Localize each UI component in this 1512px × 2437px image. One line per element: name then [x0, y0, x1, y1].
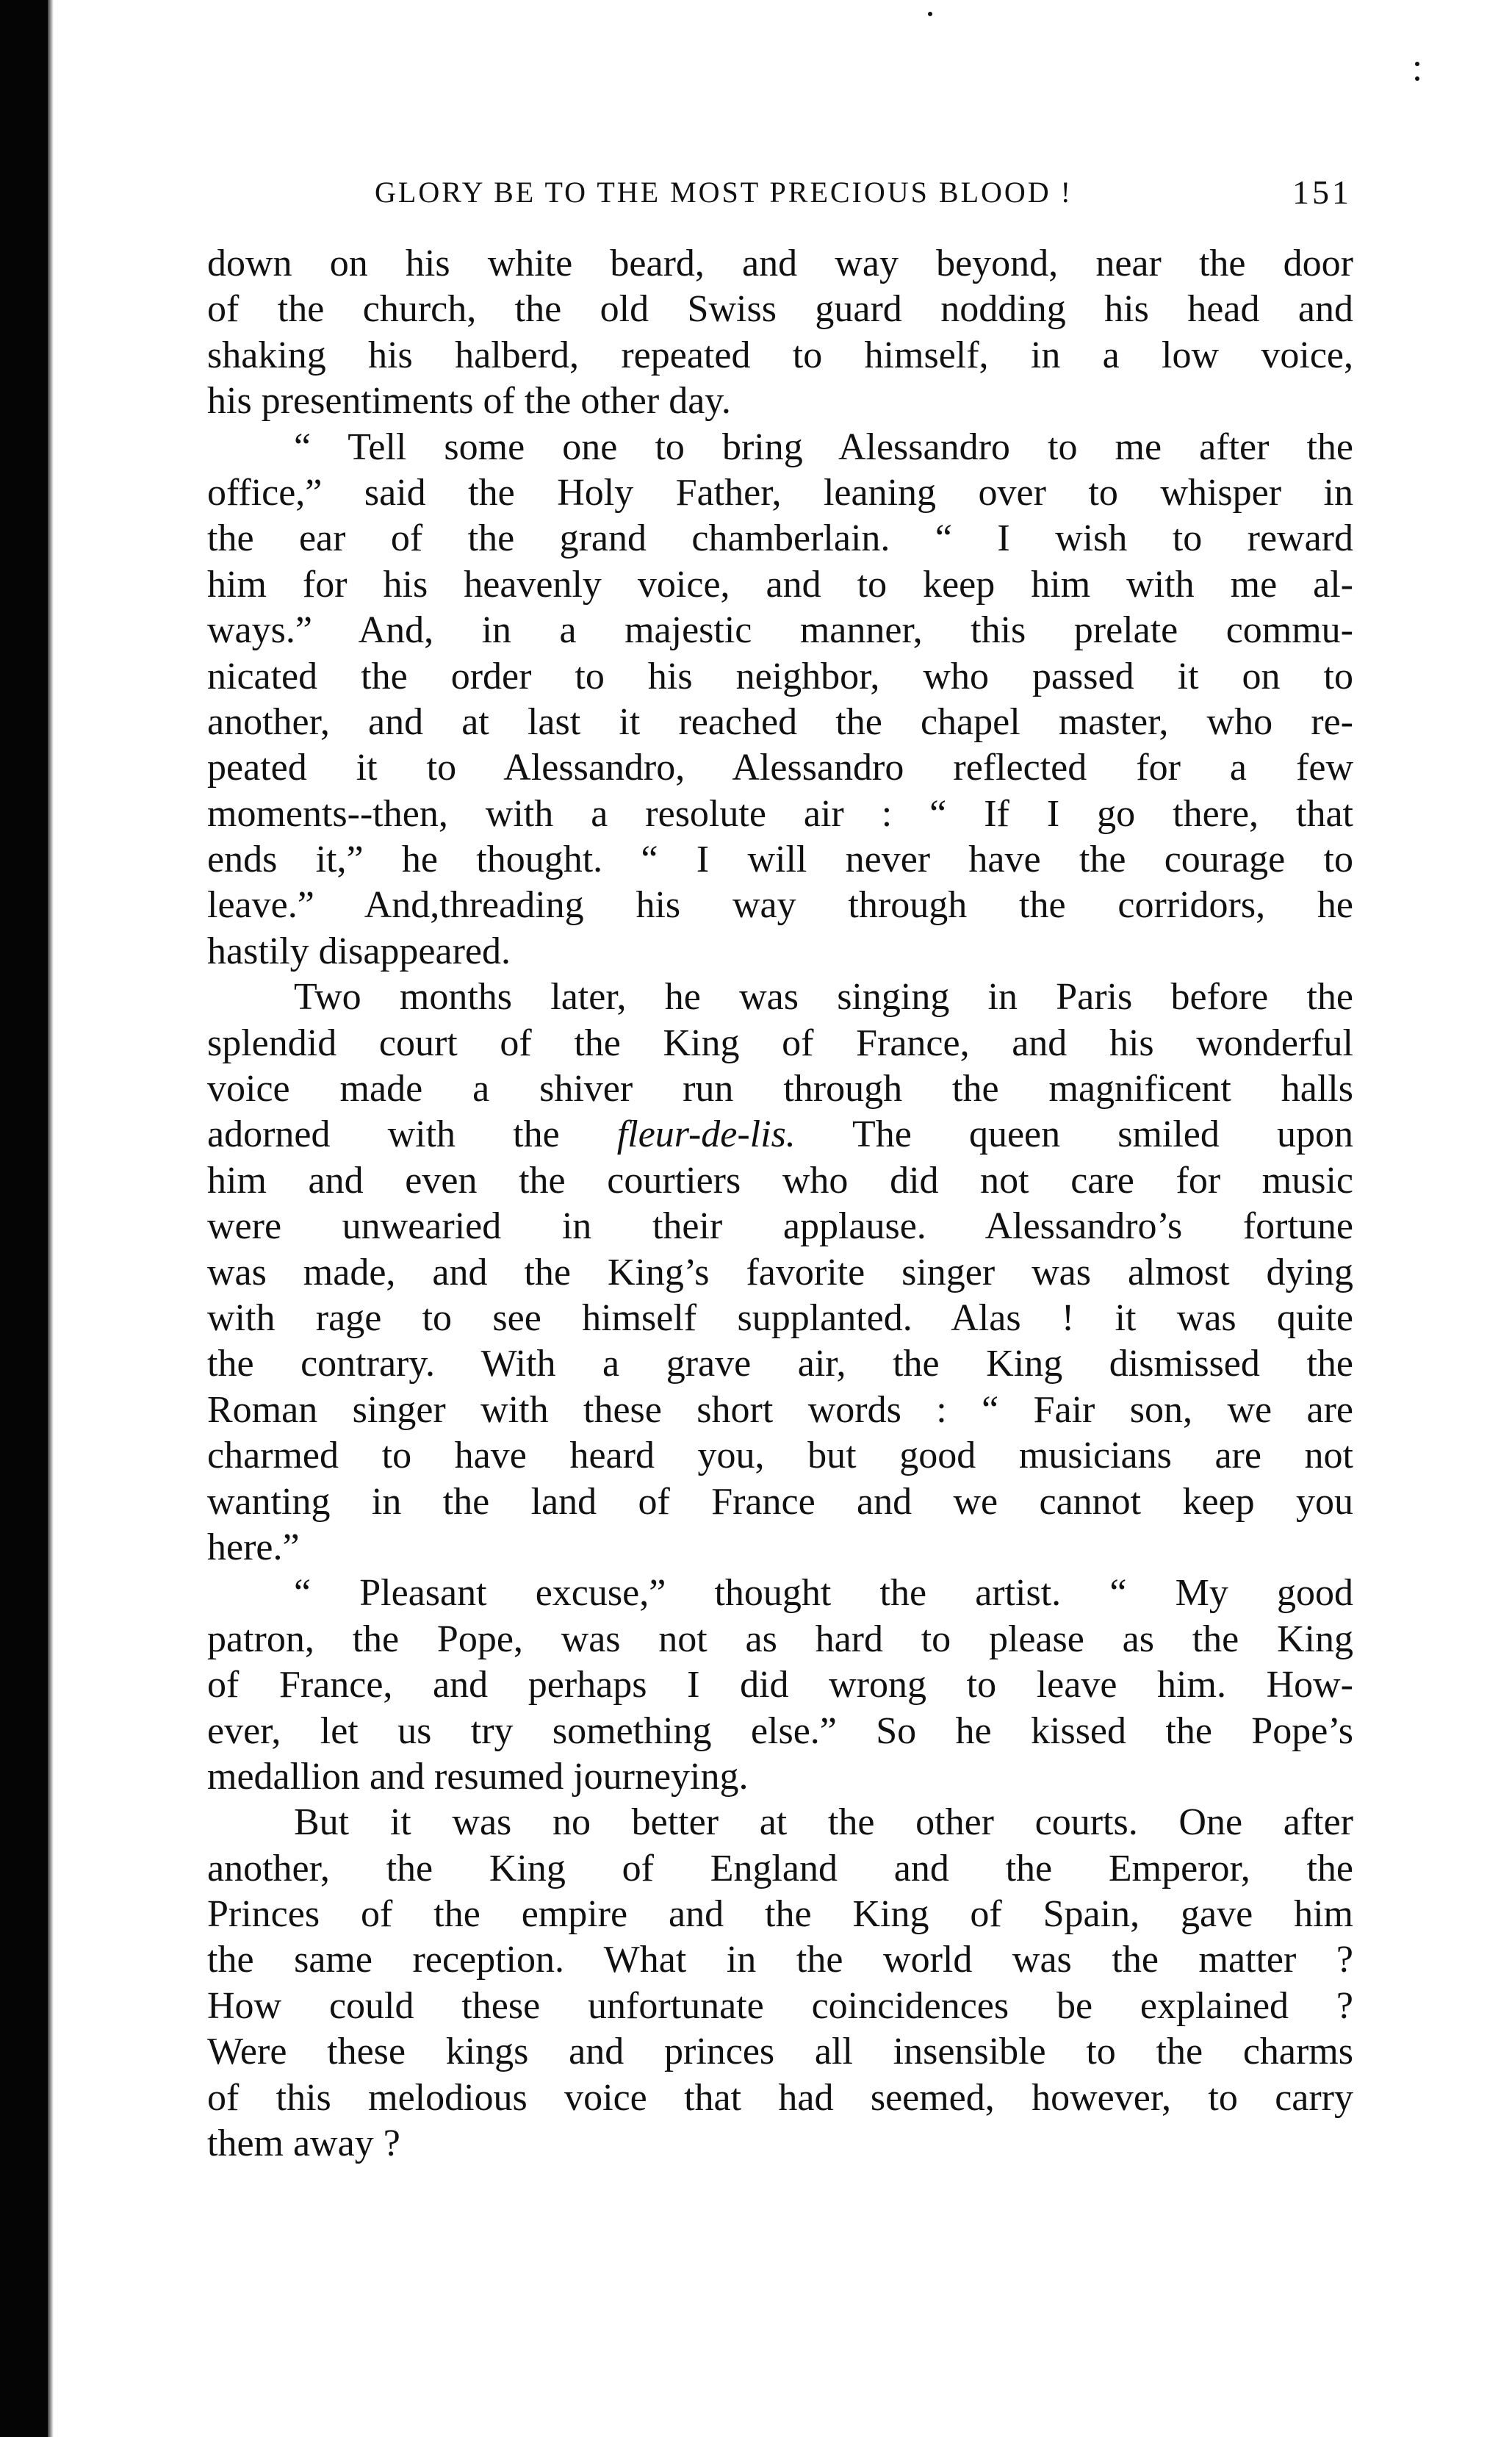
text-line: of this melodious voice that had seemed, however, to carry	[207, 2076, 1353, 2119]
text-line: Were these kings and princes all insensible to the charms	[207, 2031, 1353, 2073]
text-line: were unwearied in their applause. Alessandro’s fortune	[207, 1205, 1353, 1248]
text-line: another, the King of England and the Emperor, the	[207, 1847, 1353, 1889]
text-line: “ Pleasant excuse,” thought the artist. “ My good	[294, 1572, 1353, 1615]
text-line: voice made a shiver run through the magnificent halls	[207, 1068, 1353, 1110]
text-line: down on his white beard, and way beyond, near the door	[207, 243, 1353, 284]
text-line: Roman singer with these short words : “ Fair son, we are	[207, 1388, 1353, 1431]
text-line: them away ?	[207, 2122, 400, 2165]
text-line: was made, and the King’s favorite singer was almost dying	[207, 1251, 1353, 1293]
book-spine-shadow	[0, 0, 48, 2437]
text-line: charmed to have heard you, but good musicians are not	[207, 1435, 1353, 1477]
text-line: wanting in the land of France and we cannot keep you	[207, 1480, 1353, 1523]
text-line: Two months later, he was singing in Paris before the	[294, 976, 1353, 1019]
text-line: with rage to see himself supplanted. Alas ! it was quite	[207, 1296, 1353, 1339]
text-line	[207, 1112, 1353, 1158]
text-line: ends it,” he thought. “ I will never have the courage to	[207, 839, 1353, 881]
text-line: of the church, the old Swiss guard nodding his head and	[207, 288, 1353, 331]
text-line: peated it to Alessandro, Alessandro reflected for a few	[207, 747, 1353, 789]
text-line: hastily disappeared.	[207, 930, 511, 972]
text-line: nicated the order to his neighbor, who passed it on to	[207, 655, 1353, 697]
text-line: the same reception. What in the world was the matter ?	[207, 1939, 1353, 1981]
text-line: office,” said the Holy Father, leaning over to whisper in	[207, 471, 1353, 514]
text-line: him and even the courtiers who did not care for music	[207, 1159, 1353, 1202]
text-line: him for his heavenly voice, and to keep him with me al-	[207, 563, 1353, 606]
page-header	[375, 171, 1352, 215]
text-line: splendid court of the King of France, and his wonderful	[207, 1022, 1353, 1064]
text-line: shaking his halberd, repeated to himself, in a low voice,	[207, 334, 1353, 376]
text-line: patron, the Pope, was not as hard to please as the King	[207, 1618, 1353, 1660]
text-line: leave.” And,threading his way through the corridors, he	[207, 884, 1353, 927]
print-speck	[1415, 62, 1419, 66]
text-line: How could these unfortunate coincidences be explained ?	[207, 1984, 1353, 2027]
text-segment: The queen smiled upon	[795, 1113, 1353, 1156]
print-speck	[928, 12, 932, 16]
text-line: another, and at last it reached the chapel master, who re-	[207, 700, 1353, 743]
text-line: ways.” And, in a majestic manner, this prelate commu-	[207, 609, 1353, 652]
text-line: his presentiments of the other day.	[207, 380, 731, 423]
text-line: here.”	[207, 1526, 300, 1568]
text-line: medallion and resumed journeying.	[207, 1755, 749, 1798]
text-line: the contrary. With a grave air, the King dismissed the	[207, 1343, 1353, 1385]
text-line: But it was no better at the other courts. One after	[294, 1801, 1353, 1844]
running-head: GLORY BE TO THE MOST PRECIOUS BLOOD !	[375, 176, 1073, 209]
page-number: 151	[1292, 173, 1352, 211]
text-line: “ Tell some one to bring Alessandro to me after the	[294, 426, 1353, 468]
page-body	[207, 241, 1353, 2167]
text-line: of France, and perhaps I did wrong to leave him. How-	[207, 1664, 1353, 1706]
text-line: the ear of the grand chamberlain. “ I wish to reward	[207, 517, 1353, 560]
text-segment: adorned with the	[207, 1113, 617, 1156]
gutter-edge	[48, 0, 54, 2437]
italic-term: fleur-de-lis.	[616, 1113, 796, 1156]
print-speck	[1415, 76, 1419, 81]
text-line: moments--then, with a resolute air : “ If I go there, that	[207, 792, 1353, 835]
text-line: ever, let us try something else.” So he kissed the Pope’s	[207, 1709, 1353, 1752]
text-line: Princes of the empire and the King of Spain, gave him	[207, 1893, 1353, 1936]
